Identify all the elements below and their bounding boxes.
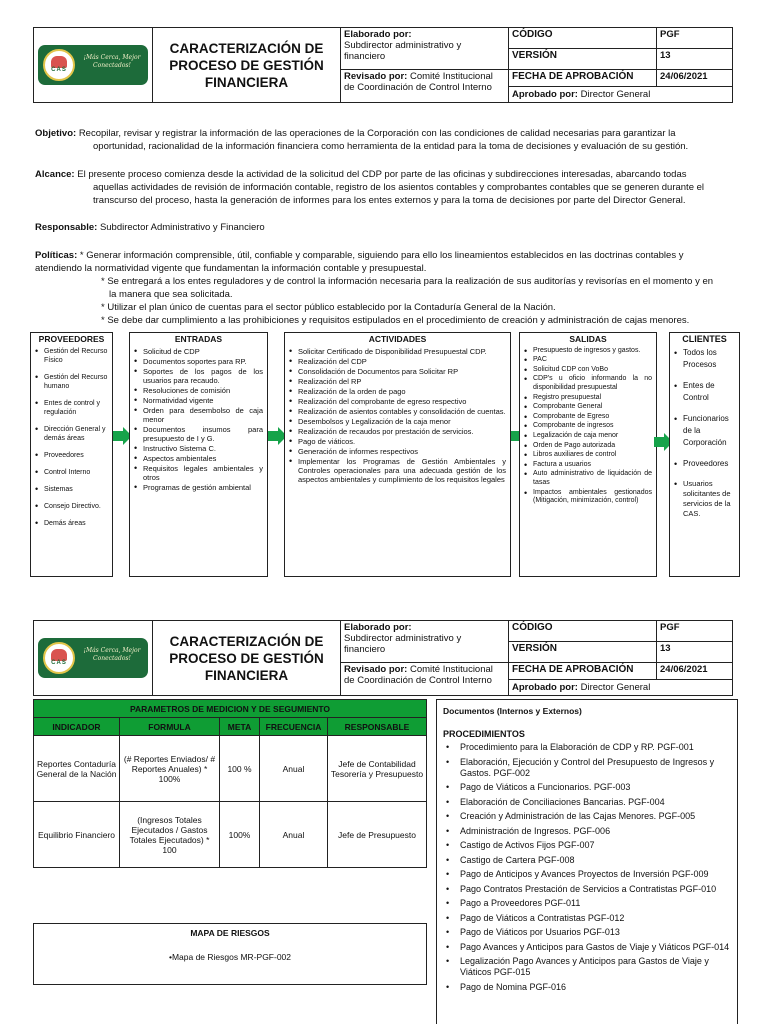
- list-item: • Entes de control y regulación: [35, 399, 108, 417]
- version-value: 13: [657, 642, 733, 663]
- list-item: • Legalización de caja menor: [524, 432, 652, 441]
- list-item: • Programas de gestión ambiental: [134, 483, 263, 492]
- revisado-value: Comité Institucional de Coordinación de Control Interno: [344, 664, 493, 687]
- table-row: [34, 802, 427, 868]
- fecha-label: FECHA DE APROBACIÓN: [509, 70, 657, 86]
- list-item: • Legalización Pago Avances y Anticipos para Gastos de Viaje y Viáticos PGF-015: [443, 956, 731, 978]
- list-item: • Impactos ambientales gestionados (Mitigación, minimización, control): [524, 489, 652, 506]
- list-item: • Solicitud de CDP: [134, 347, 263, 356]
- revisado-cell: [341, 663, 509, 696]
- list-item: • Pago de Anticipos y Avances Proyectos de Inversión PGF-009: [443, 869, 731, 880]
- list-item: • Requisitos legales ambientales y otros: [134, 464, 263, 482]
- salidas-box: [519, 332, 657, 577]
- salidas-list: [524, 347, 652, 506]
- list-item: • Libros auxiliares de control: [524, 451, 652, 460]
- list-item: • Funcionarios de la Corporación: [674, 413, 735, 449]
- list-item: • Elaboración de Conciliaciones Bancarias. PGF-004: [443, 797, 731, 808]
- list-item: • Instructivo Sistema C.: [134, 444, 263, 453]
- mapa-riesgos-box: [33, 923, 427, 985]
- list-item: • Pago de Viáticos a Contratistas PGF-012: [443, 913, 731, 924]
- clientes-list: [674, 347, 735, 519]
- alcance-line-3: transcurso del proceso, hasta la generación de informes para los entes externos y para la toma de decisiones por parte del Director General.: [93, 195, 686, 206]
- list-item: • Pago a Proveedores PGF-011: [443, 898, 731, 909]
- version-label: VERSIÓN: [509, 49, 657, 70]
- table-cell: Jefe de Presupuesto: [328, 802, 427, 868]
- elaborado-label: Elaborado por:: [344, 622, 412, 633]
- list-item: • Creación y Administración de las Cajas Menores. PGF-005: [443, 811, 731, 822]
- elaborado-cell: [341, 28, 509, 70]
- version-value: 13: [657, 49, 733, 70]
- fecha-value: 24/06/2021: [657, 70, 733, 86]
- table-cell: 100%: [220, 802, 260, 868]
- list-item: • Demás áreas: [35, 519, 108, 528]
- document-title: CARACTERIZACIÓN DE PROCESO DE GESTIÓN FINANCIERA: [153, 621, 341, 696]
- document-header-top: [33, 27, 733, 103]
- list-item: • Sistemas: [35, 485, 108, 494]
- objetivo-label: Objetivo:: [35, 128, 77, 139]
- list-item: • Generación de informes respectivos: [289, 447, 506, 456]
- proveedores-list: [35, 347, 108, 528]
- aprobado-value: Director General: [580, 681, 651, 693]
- list-item: • Comprobante de Egreso: [524, 413, 652, 422]
- list-item: • Entes de Control: [674, 380, 735, 404]
- column-header: FORMULA: [120, 718, 220, 736]
- politicas-section: [35, 249, 735, 327]
- list-item: • Soportes de los pagos de los usuarios para recaudo.: [134, 367, 263, 385]
- list-item: • Control Interno: [35, 468, 108, 477]
- list-item: • Implementar los Programas de Gestión Ambientales y Controles operacionales para una adecuada gestión de los aspectos ambientales y cumplimiento de los requisitos legales: [289, 457, 506, 484]
- table-cell: (# Reportes Enviados/ # Reportes Anuales) * 100%: [120, 736, 220, 802]
- list-item: • Realización del RP: [289, 377, 506, 386]
- table-cell: Jefe de Contabilidad Tesorería y Presupuesto: [328, 736, 427, 802]
- politicas-label: Políticas:: [35, 250, 78, 261]
- alcance-label: Alcance:: [35, 169, 75, 180]
- actividades-title: ACTIVIDADES: [368, 334, 427, 344]
- documentos-box: [436, 699, 738, 1024]
- column-header: INDICADOR: [34, 718, 120, 736]
- clientes-box: [669, 332, 740, 577]
- list-item: • Orden para desembolso de caja menor: [134, 406, 263, 424]
- list-item: • Consolidación de Documentos para Solicitar RP: [289, 367, 506, 376]
- list-item: • Solicitar Certificado de Disponibilidad Presupuestal CDP.: [289, 347, 506, 356]
- list-item: • Castigo de Cartera PGF-008: [443, 855, 731, 866]
- table-row: [34, 736, 427, 802]
- list-item: • Normatividad vigente: [134, 396, 263, 405]
- list-item: • Registro presupuestal: [524, 394, 652, 403]
- fecha-label: FECHA DE APROBACIÓN: [509, 663, 657, 679]
- table-cell: 100 %: [220, 736, 260, 802]
- responsable-label: Responsable:: [35, 222, 98, 233]
- logo-cell: [34, 621, 153, 696]
- objetivo-line-1: Recopilar, revisar y registrar la información de las operaciones de la Corporación con las condiciones de calidad necesarias para garantizar la: [78, 128, 676, 139]
- actividades-list: [289, 347, 506, 484]
- codigo-value: PGF: [657, 28, 733, 49]
- politicas-intro-2: atendiendo la normatividad vigente que fundamentan la información contable y presupuestal.: [35, 263, 427, 274]
- list-item: • PAC: [524, 356, 652, 365]
- list-item: • Elaboración, Ejecución y Control del Presupuesto de Ingresos y Gastos. PGF-002: [443, 757, 731, 779]
- politica-item-1: * Se entregará a los entes reguladores y de control la información necesaria para la realización de sus auditorías y revisorías en el momento y en: [101, 276, 714, 287]
- list-item: • Administración de Ingresos. PGF-006: [443, 826, 731, 837]
- list-item: • Realización del comprobante de egreso respectivo: [289, 397, 506, 406]
- documentos-title: Documentos (Internos y Externos): [443, 706, 582, 716]
- list-item: • Factura a usuarios: [524, 461, 652, 470]
- document-title: CARACTERIZACIÓN DE PROCESO DE GESTIÓN FINANCIERA: [153, 28, 341, 103]
- table-cell: Reportes Contaduría General de la Nación: [34, 736, 120, 802]
- document-header-bottom: [33, 620, 733, 696]
- list-item: • Solicitud CDP con VoBo: [524, 366, 652, 375]
- list-item: • Gestión del Recurso humano: [35, 373, 108, 391]
- proveedores-title: PROVEEDORES: [38, 334, 105, 344]
- entradas-title: ENTRADAS: [174, 334, 223, 344]
- list-item: • Todos los Procesos: [674, 347, 735, 371]
- list-item: • Comprobante de ingresos: [524, 422, 652, 431]
- elaborado-cell: [341, 621, 509, 663]
- responsable-value: Subdirector Administrativo y Financiero: [99, 222, 265, 233]
- list-item: • Procedimiento para la Elaboración de CDP y RP. PGF-001: [443, 742, 731, 753]
- cas-logo: [38, 45, 148, 85]
- column-header: FRECUENCIA: [260, 718, 328, 736]
- revisado-value: Comité Institucional de Coordinación de Control Interno: [344, 71, 493, 94]
- politica-item-3: * Se debe dar cumplimiento a las prohibiciones y requisitos estipulados en el procedimiento de creación y administración de cajas menores.: [101, 315, 690, 326]
- alcance-section: [35, 168, 735, 207]
- list-item: • Aspectos ambientales: [134, 454, 263, 463]
- list-item: • Consejo Directivo.: [35, 502, 108, 511]
- list-item: • Realización de asientos contables y consolidación de cuentas.: [289, 407, 506, 416]
- list-item: • Pago de Viáticos a Funcionarios. PGF-003: [443, 782, 731, 793]
- list-item: • Documentos insumos para presupuesto de I y G.: [134, 425, 263, 443]
- logo-cell: [34, 28, 153, 103]
- proveedores-box: [30, 332, 113, 577]
- list-item: • Pago de Nomina PGF-016: [443, 982, 731, 993]
- entradas-box: [129, 332, 268, 577]
- cas-logo: [38, 638, 148, 678]
- revisado-label: Revisado por:: [344, 664, 408, 676]
- table-cell: (Ingresos Totales Ejecutados / Gastos Totales Ejecutados) * 100: [120, 802, 220, 868]
- objetivo-section: [35, 127, 735, 153]
- list-item: • Realización de la orden de pago: [289, 387, 506, 396]
- list-item: • Usuarios solicitantes de servicios de la CAS.: [674, 479, 735, 519]
- aprobado-label: Aprobado por:: [512, 681, 578, 693]
- codigo-label: CÓDIGO: [509, 621, 657, 642]
- table-cell: Equilibrio Financiero: [34, 802, 120, 868]
- codigo-label: CÓDIGO: [509, 28, 657, 49]
- indicadores-title: PARAMETROS DE MEDICION Y DE SEGUMIENTO: [34, 700, 427, 718]
- responsable-section: [35, 221, 735, 234]
- aprobado-cell: [509, 86, 733, 102]
- list-item: • Resoluciones de comisión: [134, 386, 263, 395]
- logo-slogan: ¡Más Cerca, Mejor Conectados!: [83, 647, 141, 662]
- codigo-value: PGF: [657, 621, 733, 642]
- elaborado-value: Subdirector administrativo y financiero: [344, 633, 462, 655]
- list-item: • Pago de viáticos.: [289, 437, 506, 446]
- list-item: • Realización del CDP: [289, 357, 506, 366]
- entradas-list: [134, 347, 263, 492]
- politicas-intro: * Generar información comprensible, útil, confiable y comparable, siguiendo para ello los lineamientos establecidos en las doctrinas contables y: [79, 250, 684, 261]
- list-item: • Proveedores: [674, 458, 735, 470]
- logo-slogan: ¡Más Cerca, Mejor Conectados!: [83, 54, 141, 69]
- clientes-title: CLIENTES: [682, 334, 727, 344]
- list-item: • Pago Avances y Anticipos para Gastos de Viaje y Viáticos PGF-014: [443, 942, 731, 953]
- actividades-box: [284, 332, 511, 577]
- seal-icon: CAS: [43, 49, 75, 81]
- list-item: • CDP's u oficio informando la no disponibilidad presupuestal: [524, 375, 652, 392]
- elaborado-value: Subdirector administrativo y financiero: [344, 40, 462, 62]
- revisado-label: Revisado por:: [344, 71, 408, 83]
- alcance-line-1: El presente proceso comienza desde la actividad de la solicitud del CDP por parte de las oficinas y subdirecciones interesadas, abarcando todas: [77, 169, 687, 180]
- seal-icon: CAS: [43, 642, 75, 674]
- list-item: • Gestión del Recurso Físico: [35, 347, 108, 365]
- column-header: RESPONSABLE: [328, 718, 427, 736]
- salidas-title: SALIDAS: [569, 334, 607, 344]
- list-item: • Auto administrativo de liquidación de tasas: [524, 470, 652, 487]
- aprobado-label: Aprobado por:: [512, 88, 578, 100]
- table-cell: Anual: [260, 802, 328, 868]
- list-item: • Documentos soportes para RP.: [134, 357, 263, 366]
- aprobado-cell: [509, 679, 733, 695]
- column-header: META: [220, 718, 260, 736]
- politica-item-1b: la manera que sea solicitada.: [109, 289, 233, 300]
- list-item: • Proveedores: [35, 451, 108, 460]
- list-item: • Comprobante General: [524, 403, 652, 412]
- revisado-cell: [341, 70, 509, 103]
- procedimientos-title: PROCEDIMIENTOS: [443, 729, 525, 739]
- list-item: • Pago de Viáticos por Usuarios PGF-013: [443, 927, 731, 938]
- objetivo-line-2: oportunidad, racionalidad de la información financiera como herramienta de la entidad para la toma de decisiones y evaluación de su gestión.: [93, 141, 689, 152]
- list-item: • Realización de recaudos por prestación de servicios.: [289, 427, 506, 436]
- indicadores-table: [33, 699, 427, 868]
- elaborado-label: Elaborado por:: [344, 29, 412, 40]
- table-cell: Anual: [260, 736, 328, 802]
- list-item: • Desembolsos y Legalización de la caja menor: [289, 417, 506, 426]
- list-item: • Pago Contratos Prestación de Servicios a Contratistas PGF-010: [443, 884, 731, 895]
- list-item: • Castigo de Activos Fijos PGF-007: [443, 840, 731, 851]
- mapa-riesgos-item: •Mapa de Riesgos MR-PGF-002: [168, 952, 292, 962]
- fecha-value: 24/06/2021: [657, 663, 733, 679]
- version-label: VERSIÓN: [509, 642, 657, 663]
- list-item: • Orden de Pago autorizada: [524, 442, 652, 451]
- mapa-riesgos-title: MAPA DE RIESGOS: [190, 928, 270, 938]
- politica-item-2: * Utilizar el plan único de cuentas para el sector público establecido por la Contaduría General de la Nación.: [101, 302, 556, 313]
- alcance-line-2: aquellas actividades de revisión de información contable, registro de los asientos contables y comprobantes contables que se generen durante el: [93, 182, 705, 193]
- procedimientos-list: [443, 742, 731, 993]
- list-item: • Presupuesto de ingresos y gastos.: [524, 347, 652, 356]
- list-item: • Dirección General y demás áreas: [35, 425, 108, 443]
- aprobado-value: Director General: [580, 88, 651, 100]
